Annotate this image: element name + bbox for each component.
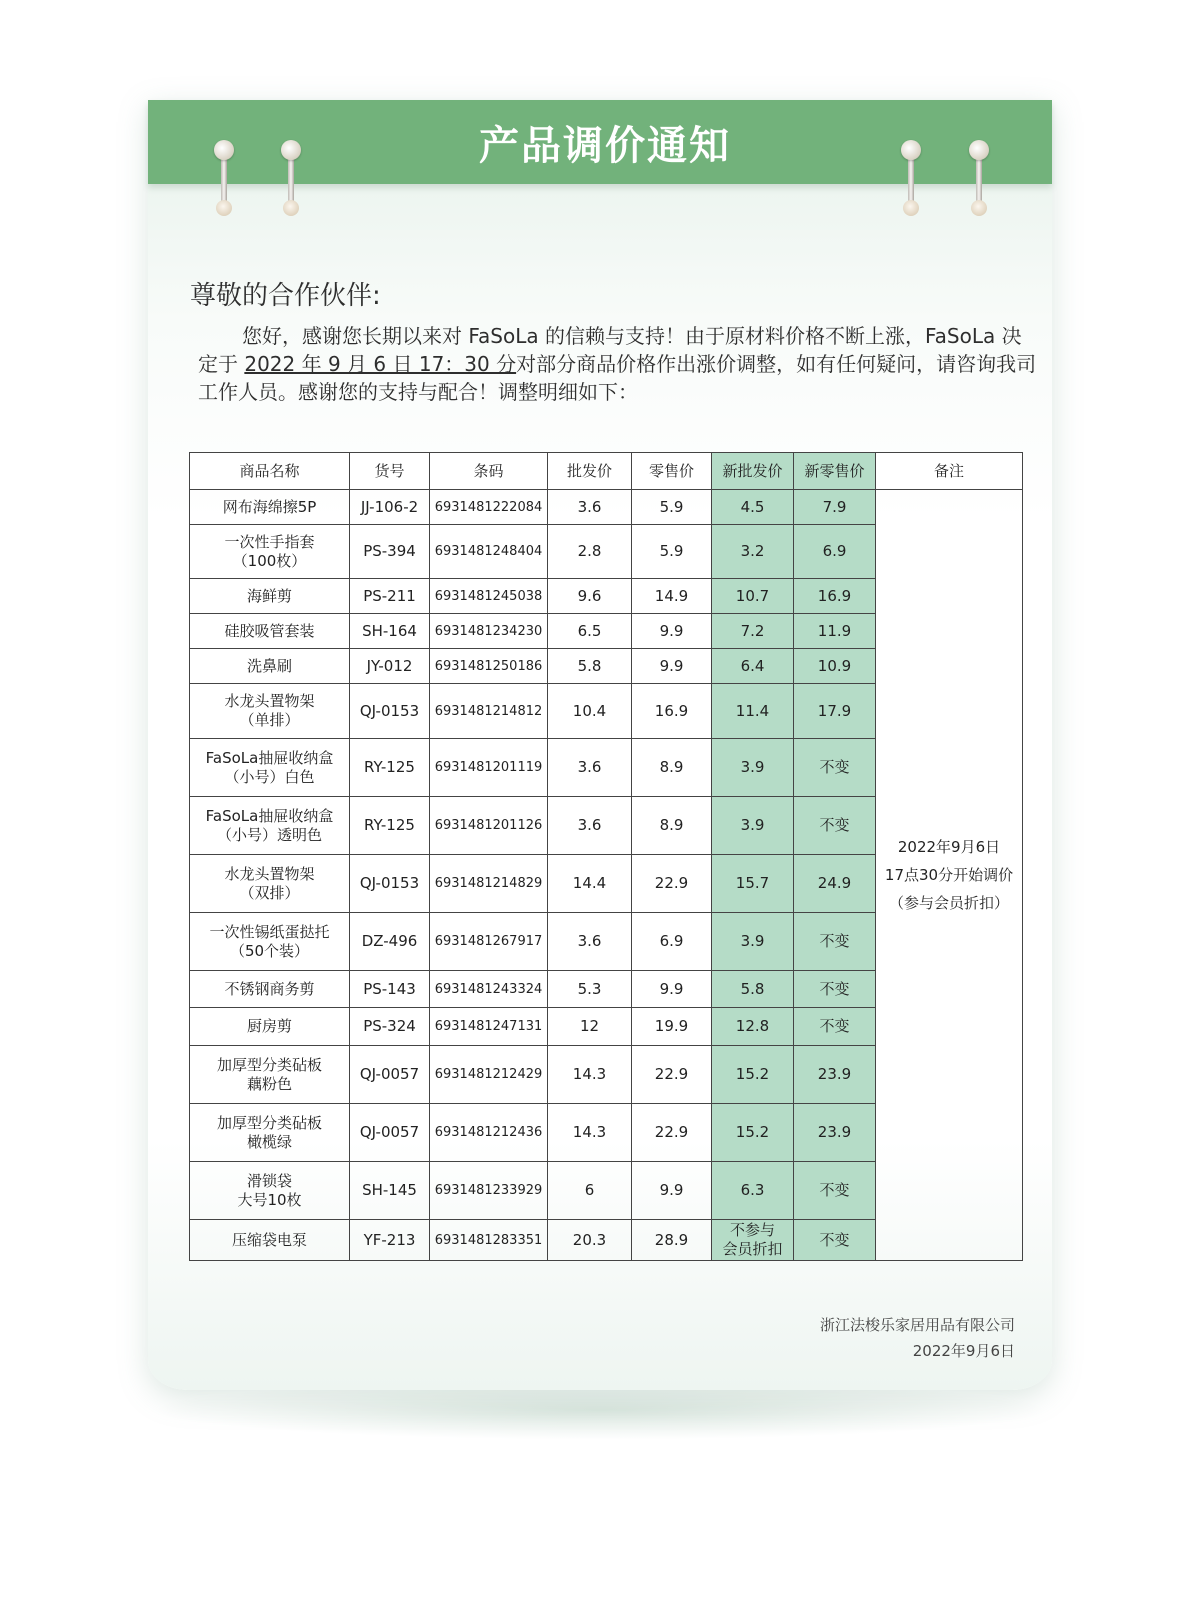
retail-price-cell: 9.9	[632, 649, 712, 684]
greeting: 尊敬的合作伙伴:	[190, 281, 381, 311]
wholesale-price-cell: 9.6	[548, 579, 632, 614]
price-adjustment-table	[189, 452, 1023, 1261]
product-name-cell: 一次性手指套 （100枚）	[190, 525, 350, 579]
product-name-cell: 滑锁袋 大号10枚	[190, 1162, 350, 1220]
barcode-cell: 6931481214812	[430, 684, 548, 739]
new-retail-price-cell: 11.9	[794, 614, 876, 649]
barcode-cell: 6931481212436	[430, 1104, 548, 1162]
page-title: 产品调价通知	[479, 122, 731, 169]
sku-cell: QJ-0153	[350, 684, 430, 739]
barcode-cell: 6931481247131	[430, 1008, 548, 1046]
remarks-cell	[876, 490, 1023, 1261]
new-retail-price-cell: 不变	[794, 971, 876, 1008]
new-retail-price-cell: 17.9	[794, 684, 876, 739]
column-header: 货号	[350, 453, 430, 490]
wholesale-price-cell: 10.4	[548, 684, 632, 739]
wholesale-price-cell: 2.8	[548, 525, 632, 579]
new-retail-price-cell: 24.9	[794, 855, 876, 913]
product-name-cell: 洗鼻刷	[190, 649, 350, 684]
new-retail-price-cell: 不变	[794, 739, 876, 797]
barcode-cell: 6931481267917	[430, 913, 548, 971]
column-header: 备注	[876, 453, 1023, 490]
sku-cell: RY-125	[350, 739, 430, 797]
new-wholesale-price-cell: 3.2	[712, 525, 794, 579]
new-wholesale-price-cell: 6.4	[712, 649, 794, 684]
barcode-cell: 6931481214829	[430, 855, 548, 913]
barcode-cell: 6931481201119	[430, 739, 548, 797]
retail-price-cell: 28.9	[632, 1220, 712, 1261]
sku-cell: DZ-496	[350, 913, 430, 971]
sku-cell: RY-125	[350, 797, 430, 855]
wholesale-price-cell: 12	[548, 1008, 632, 1046]
table-row	[190, 490, 1023, 525]
intro-effective-date: 2022 年 9 月 6 日 17：30 分	[244, 352, 517, 376]
column-header: 条码	[430, 453, 548, 490]
barcode-cell: 6931481222084	[430, 490, 548, 525]
retail-price-cell: 5.9	[632, 525, 712, 579]
new-wholesale-price-cell: 15.2	[712, 1046, 794, 1104]
new-wholesale-price-cell: 11.4	[712, 684, 794, 739]
sku-cell: YF-213	[350, 1220, 430, 1261]
signature-date: 2022年9月6日	[912, 1342, 1015, 1360]
barcode-cell: 6931481243324	[430, 971, 548, 1008]
sku-cell: QJ-0153	[350, 855, 430, 913]
barcode-cell: 6931481250186	[430, 649, 548, 684]
product-name-cell: 加厚型分类砧板 橄榄绿	[190, 1104, 350, 1162]
barcode-cell: 6931481212429	[430, 1046, 548, 1104]
new-wholesale-price-cell: 3.9	[712, 913, 794, 971]
retail-price-cell: 14.9	[632, 579, 712, 614]
product-name-cell: 加厚型分类砧板 藕粉色	[190, 1046, 350, 1104]
barcode-cell: 6931481283351	[430, 1220, 548, 1261]
barcode-cell: 6931481233929	[430, 1162, 548, 1220]
binder-ring-icon	[900, 140, 922, 220]
new-wholesale-price-cell: 3.9	[712, 797, 794, 855]
product-name-cell: 硅胶吸管套装	[190, 614, 350, 649]
new-retail-price-cell: 16.9	[794, 579, 876, 614]
retail-price-cell: 8.9	[632, 739, 712, 797]
new-wholesale-price-cell: 12.8	[712, 1008, 794, 1046]
column-header: 商品名称	[190, 453, 350, 490]
new-wholesale-price-cell: 7.2	[712, 614, 794, 649]
product-name-cell: 海鲜剪	[190, 579, 350, 614]
retail-price-cell: 22.9	[632, 1046, 712, 1104]
wholesale-price-cell: 6	[548, 1162, 632, 1220]
wholesale-price-cell: 14.3	[548, 1104, 632, 1162]
product-name-cell: 一次性锡纸蛋挞托 （50个装）	[190, 913, 350, 971]
column-header: 零售价	[632, 453, 712, 490]
new-retail-price-cell: 不变	[794, 1220, 876, 1261]
column-header: 批发价	[548, 453, 632, 490]
sku-cell: SH-164	[350, 614, 430, 649]
new-retail-price-cell: 6.9	[794, 525, 876, 579]
retail-price-cell: 19.9	[632, 1008, 712, 1046]
signature-block	[820, 1312, 1015, 1364]
barcode-cell: 6931481201126	[430, 797, 548, 855]
barcode-cell: 6931481245038	[430, 579, 548, 614]
new-wholesale-price-cell: 不参与 会员折扣	[712, 1220, 794, 1261]
retail-price-cell: 8.9	[632, 797, 712, 855]
retail-price-cell: 9.9	[632, 971, 712, 1008]
new-wholesale-price-cell: 10.7	[712, 579, 794, 614]
column-header: 新批发价	[712, 453, 794, 490]
product-name-cell: 水龙头置物架 （双排）	[190, 855, 350, 913]
wholesale-price-cell: 3.6	[548, 913, 632, 971]
retail-price-cell: 5.9	[632, 490, 712, 525]
wholesale-price-cell: 20.3	[548, 1220, 632, 1261]
product-name-cell: FaSoLa抽屉收纳盒 （小号）透明色	[190, 797, 350, 855]
new-retail-price-cell: 不变	[794, 1162, 876, 1220]
sku-cell: JJ-106-2	[350, 490, 430, 525]
new-retail-price-cell: 23.9	[794, 1046, 876, 1104]
new-wholesale-price-cell: 15.7	[712, 855, 794, 913]
new-retail-price-cell: 不变	[794, 797, 876, 855]
new-retail-price-cell: 10.9	[794, 649, 876, 684]
sku-cell: PS-143	[350, 971, 430, 1008]
wholesale-price-cell: 3.6	[548, 797, 632, 855]
wholesale-price-cell: 14.3	[548, 1046, 632, 1104]
wholesale-price-cell: 5.8	[548, 649, 632, 684]
new-retail-price-cell: 7.9	[794, 490, 876, 525]
sku-cell: SH-145	[350, 1162, 430, 1220]
new-wholesale-price-cell: 15.2	[712, 1104, 794, 1162]
intro-part-1: 您好，感谢您长期以来对 FaSoLa 的信赖与支持！由于原材料价格不断上涨，FaSoLa 决定于	[198, 324, 1022, 376]
product-name-cell: 压缩袋电泵	[190, 1220, 350, 1261]
sku-cell: QJ-0057	[350, 1104, 430, 1162]
new-retail-price-cell: 不变	[794, 1008, 876, 1046]
product-name-cell: 厨房剪	[190, 1008, 350, 1046]
sku-cell: QJ-0057	[350, 1046, 430, 1104]
retail-price-cell: 16.9	[632, 684, 712, 739]
sku-cell: JY-012	[350, 649, 430, 684]
retail-price-cell: 9.9	[632, 614, 712, 649]
retail-price-cell: 22.9	[632, 855, 712, 913]
product-name-cell: FaSoLa抽屉收纳盒 （小号）白色	[190, 739, 350, 797]
binder-ring-icon	[280, 140, 302, 220]
retail-price-cell: 6.9	[632, 913, 712, 971]
wholesale-price-cell: 6.5	[548, 614, 632, 649]
remark-line: 2022年9月6日	[897, 838, 1001, 856]
remark-line: 17点30分开始调价	[884, 866, 1014, 884]
new-wholesale-price-cell: 4.5	[712, 490, 794, 525]
binder-ring-icon	[968, 140, 990, 220]
barcode-cell: 6931481234230	[430, 614, 548, 649]
new-retail-price-cell: 不变	[794, 913, 876, 971]
new-wholesale-price-cell: 6.3	[712, 1162, 794, 1220]
new-retail-price-cell: 23.9	[794, 1104, 876, 1162]
intro-paragraph	[198, 322, 1038, 406]
barcode-cell: 6931481248404	[430, 525, 548, 579]
table-header-row	[190, 453, 1023, 490]
remark-line: （参与会员折扣）	[888, 894, 1009, 912]
product-name-cell: 不锈钢商务剪	[190, 971, 350, 1008]
new-wholesale-price-cell: 5.8	[712, 971, 794, 1008]
wholesale-price-cell: 5.3	[548, 971, 632, 1008]
column-header: 新零售价	[794, 453, 876, 490]
wholesale-price-cell: 3.6	[548, 490, 632, 525]
sku-cell: PS-211	[350, 579, 430, 614]
retail-price-cell: 9.9	[632, 1162, 712, 1220]
new-wholesale-price-cell: 3.9	[712, 739, 794, 797]
sku-cell: PS-324	[350, 1008, 430, 1046]
wholesale-price-cell: 3.6	[548, 739, 632, 797]
retail-price-cell: 22.9	[632, 1104, 712, 1162]
product-name-cell: 水龙头置物架 （单排）	[190, 684, 350, 739]
binder-ring-icon	[213, 140, 235, 220]
product-name-cell: 网布海绵擦5P	[190, 490, 350, 525]
company-name: 浙江法梭乐家居用品有限公司	[819, 1316, 1015, 1334]
sku-cell: PS-394	[350, 525, 430, 579]
intro-part-2: 对部分商品价格作出涨价调整，如有任何疑问，请咨询我司工作人员。感谢您的支持与配合！调整明细如下：	[198, 352, 1037, 404]
wholesale-price-cell: 14.4	[548, 855, 632, 913]
